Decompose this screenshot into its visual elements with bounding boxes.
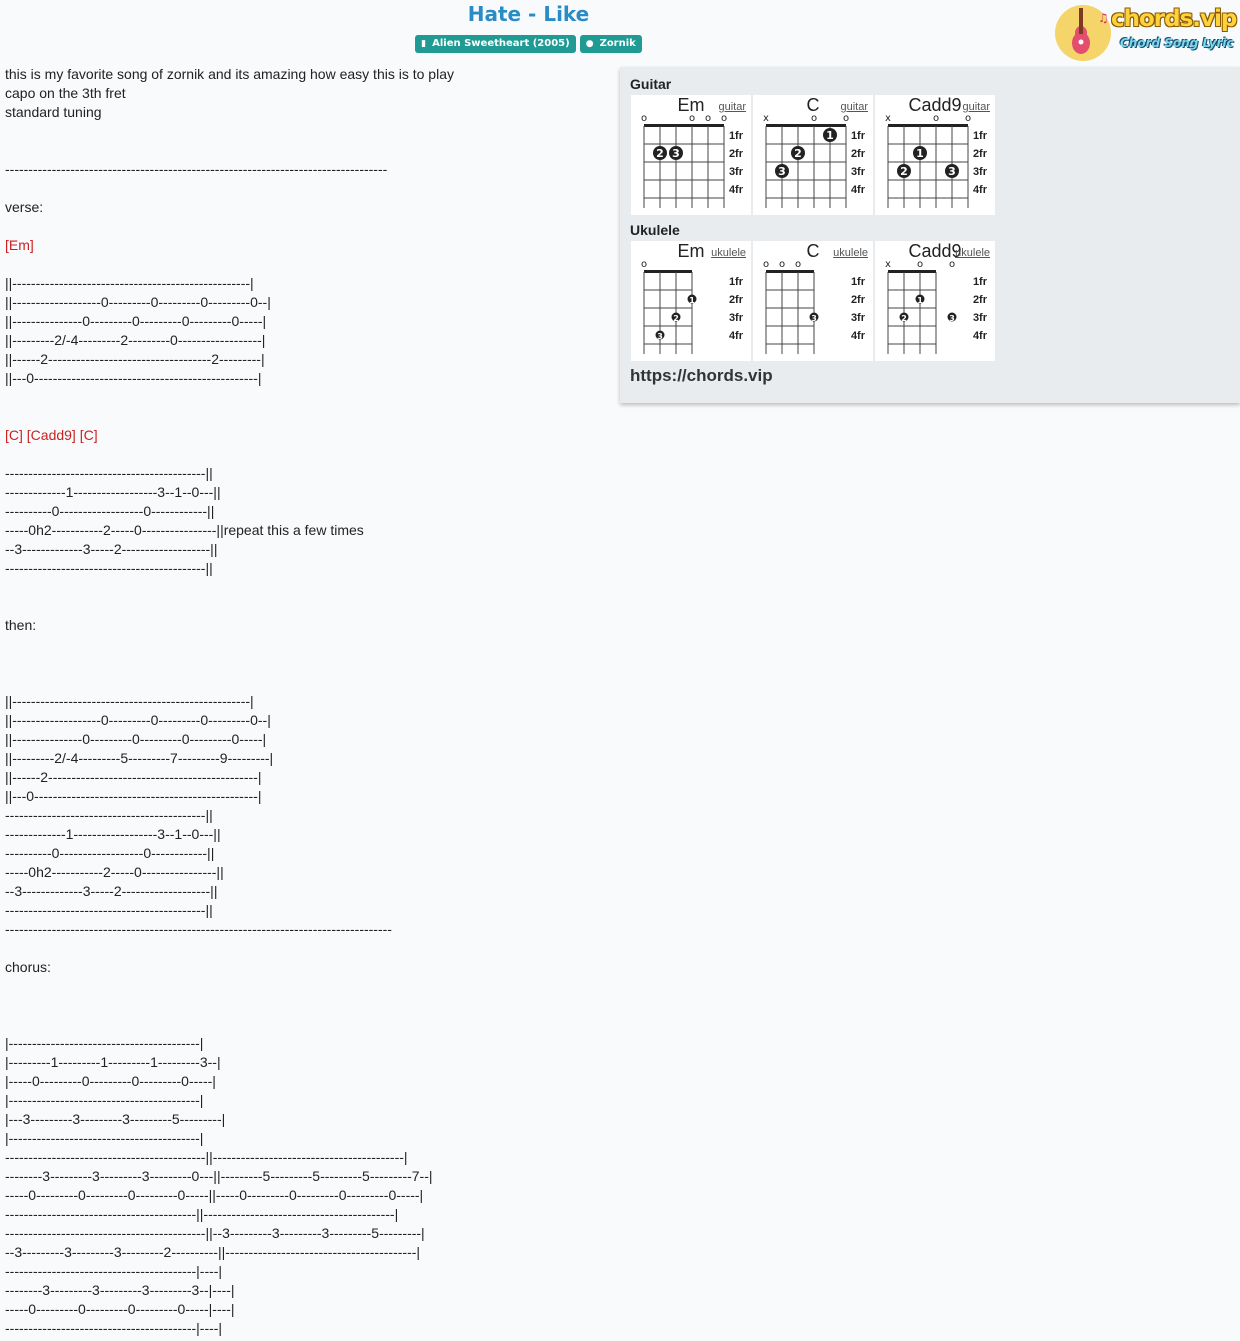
sheet-line: -----------------------------------------||-----------------------------------------| [5,1206,399,1222]
sheet-line [5,388,454,407]
finger-number: 3 [657,332,663,341]
sheet-line [5,635,454,654]
sheet-line: verse: [5,199,44,215]
finger-number: 3 [949,314,955,323]
chord-name: C [806,95,820,115]
sheet-line: ||---------------------------------------------------| [5,693,254,709]
sheet-line: ----------0------------------0------------|| [5,503,215,519]
finger-number: 2 [900,165,908,178]
open-string-marker: o [640,259,648,270]
svg-text:♫: ♫ [1098,11,1109,25]
sheet-line [5,939,454,958]
sheet-line: |-----------------------------------------| [5,1035,204,1051]
sheet-line: -----0h2-----------2-----0----------------|| [5,864,224,880]
fret-label: 1fr [850,276,865,288]
sheet-line: -------------------------------------------||--3---------3---------3---------5---------| [5,1225,425,1241]
sheet-line: capo on the 3th fret [5,85,126,101]
chord-line[interactable]: [C] [Cadd9] [C] [5,427,98,443]
nut [766,270,814,273]
instrument-link[interactable]: guitar [962,101,990,113]
fret-label: 3fr [972,312,987,324]
album-icon: ▮ [421,39,427,49]
nut [888,270,936,273]
open-string-marker: o [932,113,940,124]
fret-label: 1fr [728,130,743,142]
fret-label: 2fr [728,294,743,306]
chord-diagrams-panel [620,67,1240,403]
muted-string-marker: x [885,113,891,124]
chord-name: Em [677,241,705,261]
sheet-line [5,578,454,597]
fret-label: 4fr [728,184,743,196]
finger-number: 3 [948,165,956,178]
fret-label: 2fr [850,148,865,160]
open-string-marker: o [794,259,802,270]
nut [644,270,692,273]
sheet-line: ||---------------0---------0---------0---------0-----| [5,731,267,747]
sheet-line: ||---------------------------------------------------| [5,275,254,291]
finger-number: 1 [916,147,924,160]
open-string-marker: o [842,113,850,124]
sheet-line: --3---------3---------3---------2----------||-----------------------------------------| [5,1244,421,1260]
open-string-marker: o [964,113,972,124]
sheet-line: ||---0------------------------------------------------| [5,370,262,386]
sheet-line: then: [5,617,37,633]
sheet-line: --------3---------3---------3---------0---||---------5---------5---------5---------7--| [5,1168,433,1184]
finger-number: 2 [656,147,664,160]
open-string-marker: o [778,259,786,270]
song-title: Hate - Like [467,2,590,26]
sheet-line [5,141,454,160]
sheet-line: ||-------------------0---------0---------0---------0--| [5,712,271,728]
fret-label: 4fr [850,184,865,196]
fret-label: 2fr [972,294,987,306]
fret-label: 3fr [728,166,743,178]
instrument-link[interactable]: guitar [840,101,868,113]
finger-number: 3 [811,314,817,323]
sheet-line [5,673,454,692]
guitar-heading: Guitar [630,76,672,92]
sheet-line: |-----0---------0---------0---------0-----| [5,1073,216,1089]
sheet-line [5,445,454,464]
sheet-line: this is my favorite song of zornik and its amazing how easy this is to play [5,66,454,82]
chord-name: Em [677,95,705,115]
guitar-logo-icon [1054,2,1114,64]
ukulele-chord-cadd9[interactable] [875,241,995,361]
sheet-line: -----0h2-----------2-----0----------------||repeat this a few times [5,522,364,538]
sheet-line [5,597,454,616]
open-string-marker: o [688,113,696,124]
sheet-line: ||------2-----------------------------------2---------| [5,351,265,367]
finger-number: 1 [689,296,695,305]
instrument-link[interactable]: ukulele [833,247,868,259]
logo-tagline: Chord Song Lyric [1120,36,1234,50]
open-string-marker: o [640,113,648,124]
sheet-line: -----0---------0---------0---------0-----||-----0---------0---------0---------0-----| [5,1187,424,1203]
sheet-line: -------------1------------------3--1--0---|| [5,826,221,842]
finger-number: 1 [917,296,923,305]
fret-label: 4fr [850,330,865,342]
muted-string-marker: x [763,113,769,124]
site-logo[interactable] [1054,2,1240,64]
sheet-line: -----0---------0---------0---------0-----|----| [5,1301,235,1317]
instrument-link[interactable]: guitar [718,101,746,113]
sheet-line [5,1015,454,1034]
sheet-line: |-----------------------------------------| [5,1092,204,1108]
chord-name: Cadd9 [908,241,962,261]
sheet-line: -----------------------------------------|----| [5,1263,223,1279]
logo-text: chords.vip [1111,6,1237,32]
open-string-marker: o [948,259,956,270]
ukulele-chord-c[interactable] [753,241,873,361]
user-icon: ● [585,39,594,49]
nut [888,124,968,127]
sheet-line: |---------1---------1---------1---------3--| [5,1054,221,1070]
sheet-line: ||---------------0---------0---------0---------0-----| [5,313,267,329]
sheet-line: -----------------------------------------|----| [5,1320,223,1336]
open-string-marker: o [704,113,712,124]
open-string-marker: o [810,113,818,124]
fret-label: 1fr [728,276,743,288]
sheet-line [5,407,454,426]
sheet-line [5,996,454,1015]
fret-label: 3fr [850,312,865,324]
album-tag-label: Alien Sweetheart (2005) [432,38,570,49]
sheet-line: --------3---------3---------3---------3--|----| [5,1282,235,1298]
sheet-line: -------------------------------------------|| [5,902,213,918]
finger-number: 3 [778,165,786,178]
sheet-line: -------------------------------------------|| [5,560,213,576]
sheet-line: -------------------------------------------|| [5,465,213,481]
fret-label: 3fr [972,166,987,178]
open-string-marker: o [762,259,770,270]
finger-number: 2 [794,147,802,160]
ukulele-heading: Ukulele [630,222,680,238]
nut [766,124,846,127]
sheet-line: ||---------2/-4---------2---------0------------------| [5,332,266,348]
instrument-link[interactable]: ukulele [955,247,990,259]
tag-row [0,35,1057,53]
sheet-line [5,255,454,274]
ukulele-chord-em[interactable] [631,241,751,361]
chord-name: Cadd9 [908,95,962,115]
finger-number: 1 [826,129,834,142]
album-tag[interactable] [415,35,576,53]
artist-tag[interactable] [580,35,642,53]
sheet-line: ||-------------------0---------0---------0---------0--| [5,294,271,310]
chord-name: C [806,241,820,261]
sheet-line: ||---0------------------------------------------------| [5,788,262,804]
guitar-chord-c[interactable] [753,95,873,215]
sheet-line: ----------------------------------------------------------------------------------- [5,921,392,937]
chord-line[interactable]: [Em] [5,237,34,253]
fret-label: 1fr [972,130,987,142]
artist-tag-label: Zornik [599,38,636,49]
finger-number: 2 [901,314,907,323]
open-string-marker: o [720,113,728,124]
sheet-line: -------------------------------------------||-----------------------------------------| [5,1149,408,1165]
fret-label: 4fr [728,330,743,342]
site-url[interactable]: https://chords.vip [630,366,773,385]
fret-label: 4fr [972,184,987,196]
guitar-chord-em[interactable] [631,95,751,215]
fret-label: 3fr [728,312,743,324]
sheet-line: |-----------------------------------------| [5,1130,204,1146]
sheet-line: ----------0------------------0------------|| [5,845,215,861]
fret-label: 2fr [728,148,743,160]
sheet-line: --3-------------3-----2-------------------|| [5,541,218,557]
fret-label: 1fr [850,130,865,142]
nut [644,124,724,127]
chord-sheet [5,65,454,1338]
sheet-line: standard tuning [5,104,102,120]
sheet-line: ||------2---------------------------------------------| [5,769,262,785]
sheet-line: |---3---------3---------3---------5---------| [5,1111,226,1127]
sheet-line: chorus: [5,959,51,975]
sheet-line: -------------1------------------3--1--0---|| [5,484,221,500]
sheet-line [5,977,454,996]
sheet-line [5,654,454,673]
sheet-line [5,217,454,236]
instrument-link[interactable]: ukulele [711,247,746,259]
fret-label: 2fr [850,294,865,306]
sheet-line: --3-------------3-----2-------------------|| [5,883,218,899]
fret-label: 2fr [972,148,987,160]
finger-number: 2 [673,314,679,323]
fret-label: 4fr [972,330,987,342]
muted-string-marker: x [885,259,891,270]
guitar-chord-cadd9[interactable] [875,95,995,215]
sheet-line: -------------------------------------------|| [5,807,213,823]
finger-number: 3 [672,147,680,160]
sheet-line: ||---------2/-4---------5---------7---------9---------| [5,750,274,766]
fret-label: 3fr [850,166,865,178]
sheet-line [5,179,454,198]
open-string-marker: o [916,259,924,270]
fret-label: 1fr [972,276,987,288]
sheet-line [5,122,454,141]
sheet-line: ---------------------------------------------------------------------------------- [5,161,388,177]
